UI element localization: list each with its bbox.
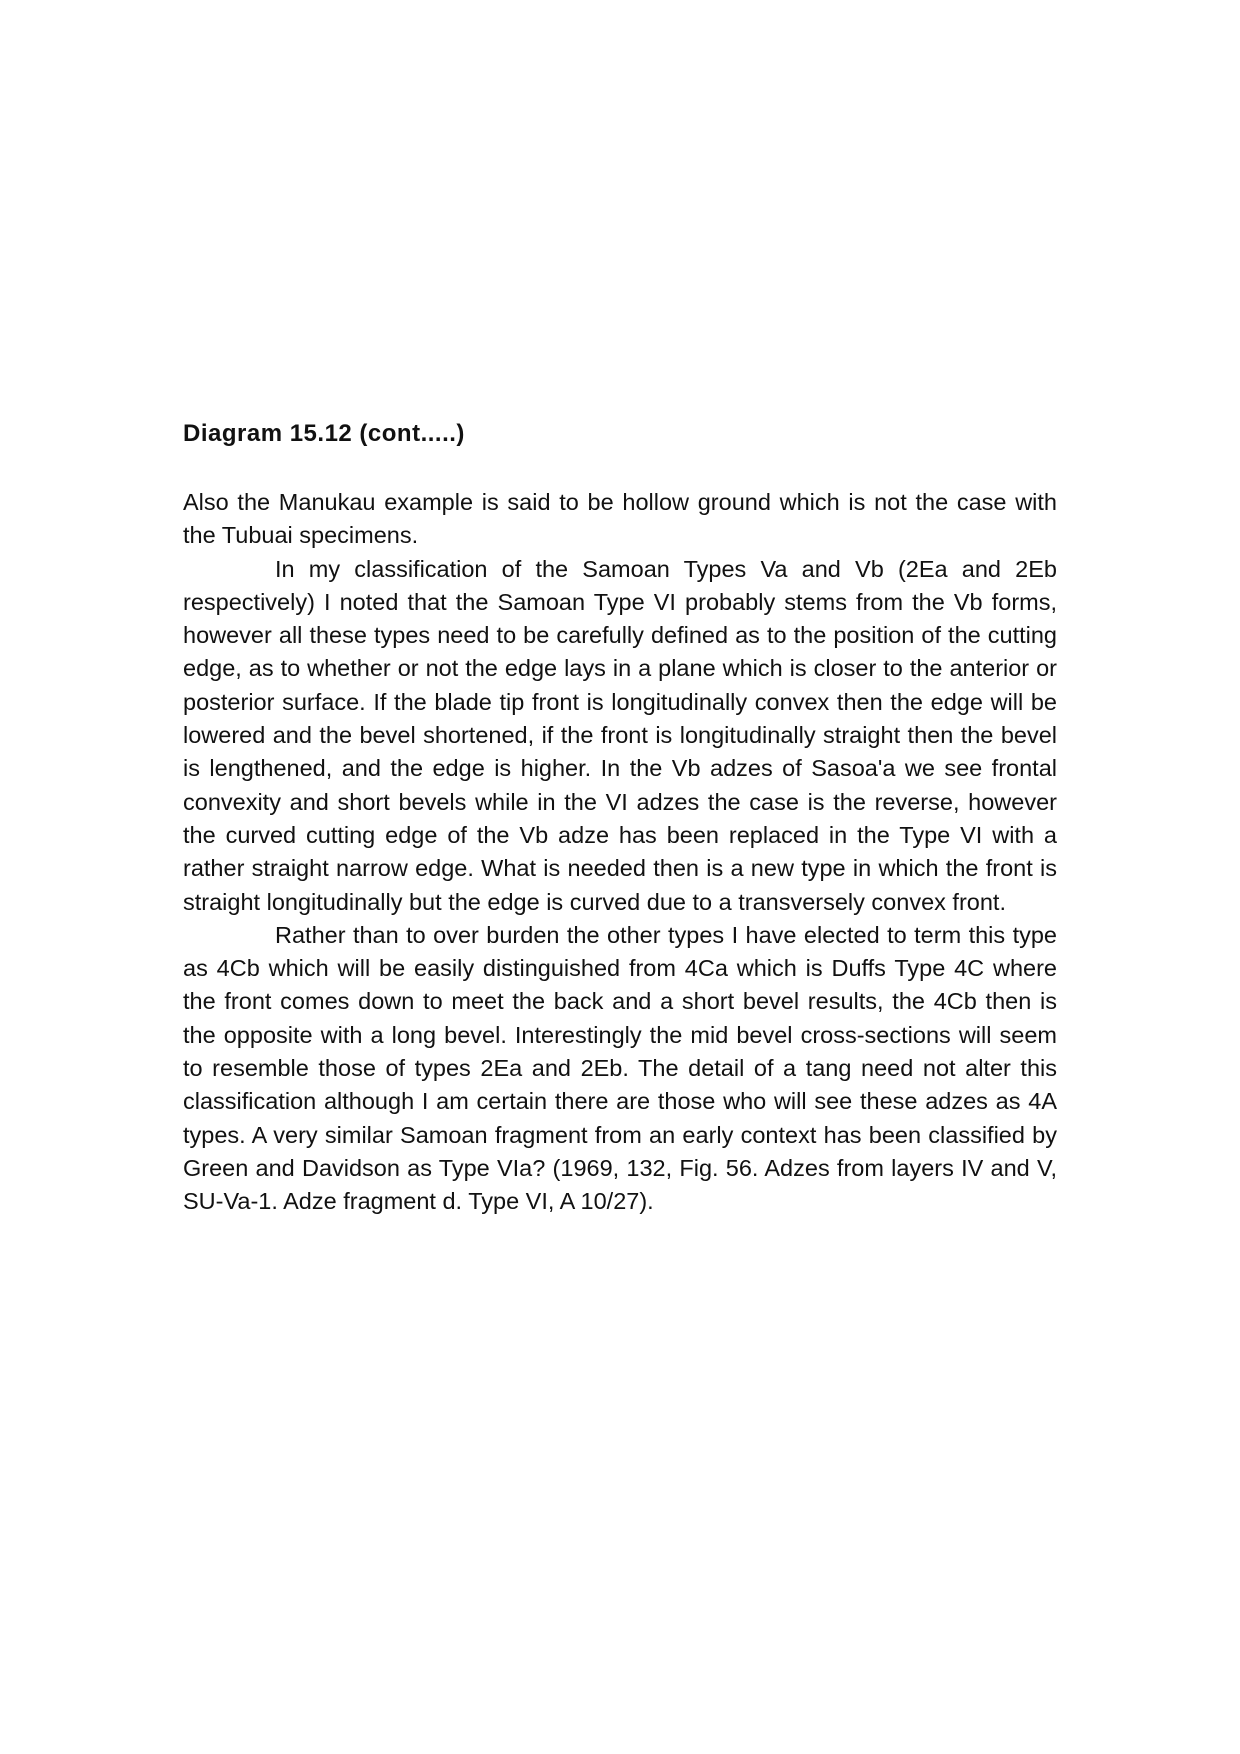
paragraph: Also the Manukau example is said to be hollow ground which is not the case with the Tubuai specimens. — [183, 489, 1057, 549]
page-heading: Diagram 15.12 (cont.....) — [183, 420, 465, 447]
paragraph: In my classification of the Samoan Types Va and Vb (2Ea and 2Eb respectively) I noted that the Samoan Type VI probably stems from the Vb forms, however all these types need to be carefully defined as to the position of the cutting edge, as to whether or not the edge lays in a plane which is closer to the anterior or posterior surface. If the blade tip front is longitudinally convex then the edge will be lowered and the bevel shortened, if the front is longitudinally straight then the bevel is lengthened, and the edge is higher. In the Vb adzes of Sasoa'a we see frontal convexity and short bevels while in the VI adzes the case is the reverse, however the curved cutting edge of the Vb adze has been replaced in the Type VI with a rather straight narrow edge. What is needed then is a new type in which the front is straight longitudinally but the edge is curved due to a transversely convex front. — [183, 555, 1057, 915]
body-text — [183, 486, 1057, 1219]
paragraph: Rather than to over burden the other types I have elected to term this type as 4Cb which will be easily distinguished from 4Ca which is Duffs Type 4C where the front comes down to meet the back and a short bevel results, the 4Cb then is the opposite with a long bevel. Interestingly the mid bevel cross-sections will seem to resemble those of types 2Ea and 2Eb. The detail of a tang need not alter this classification although I am certain there are those who will see these adzes as 4A types. A very similar Samoan fragment from an early context has been classified by Green and Davidson as Type VIa? (1969, 132, Fig. 56. Adzes from layers IV and V, SU-Va-1. Adze fragment d. Type VI, A 10/27). — [183, 921, 1057, 1215]
